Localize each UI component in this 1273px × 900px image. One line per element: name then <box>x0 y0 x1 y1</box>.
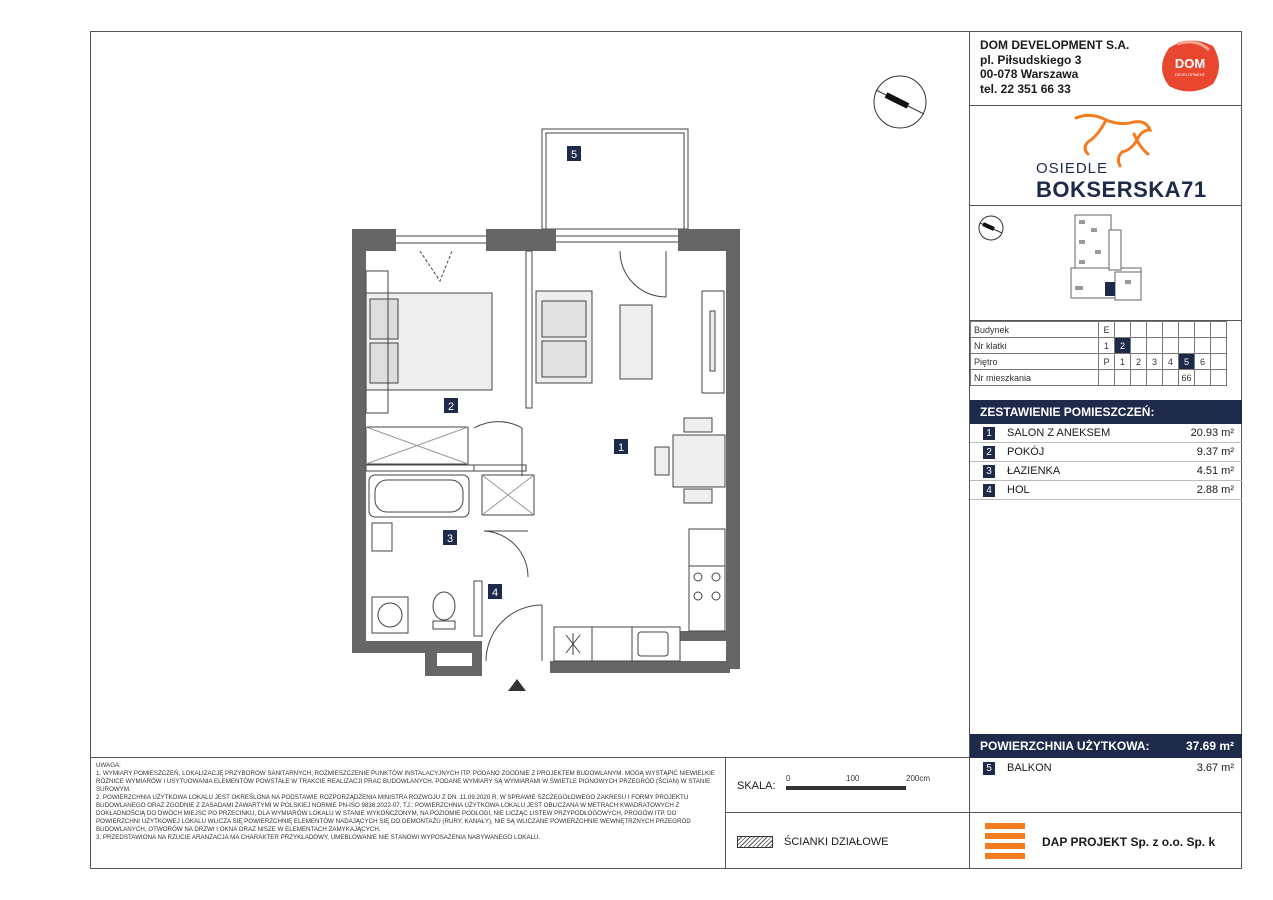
room-row <box>970 462 1242 481</box>
partition-hatch-swatch <box>737 836 773 848</box>
plan-label-3: 3 <box>446 533 454 545</box>
room-number: 3 <box>983 465 995 478</box>
grid-staircase-2: 2 <box>1115 338 1131 354</box>
legend-partition-walls: ŚCIANKI DZIAŁOWE <box>784 836 889 848</box>
compass-icon <box>874 76 926 128</box>
bottom-strip-divider <box>90 757 970 758</box>
estate-name-number: 71 <box>1181 177 1207 202</box>
total-area-bar <box>970 734 1242 758</box>
estate-name-line1: OSIEDLE <box>1036 160 1109 177</box>
apartment-highlight <box>1105 282 1115 296</box>
room-name: HOL <box>1007 484 1030 496</box>
company-address-2: 00-078 Warszawa <box>980 67 1079 81</box>
scale-tick-0: 0 <box>786 774 791 783</box>
estate-name-line2 <box>1036 177 1207 203</box>
scale-tick-200: 200cm <box>906 774 931 783</box>
toilet <box>433 592 455 620</box>
company-info <box>980 38 1129 96</box>
room-row <box>970 443 1242 462</box>
floor-plan <box>90 31 960 751</box>
scale-label: SKALA: <box>737 780 776 792</box>
bathtub <box>369 475 469 517</box>
scale-tick-100: 100 <box>846 774 860 783</box>
plan-label-1: 1 <box>617 442 625 454</box>
washbasin <box>372 523 392 551</box>
company-address-1: pl. Piłsudskiego 3 <box>980 52 1082 67</box>
sofa <box>536 291 592 383</box>
note-1: 1. WYMIARY POMIESZCZEŃ, LOKALIZACJĘ PRZYBOROW SANITARNYCH, ROZMIESZCZENIE PUNKTÓW INSTALACYJNYCH ITP. PODANO ZGODNIE Z PROJEKTEM BUDOWLANYM. MOGĄ WYSTĄPIĆ NIEWIELKIE RÓŻNICE WYMIARÓW I USYTUOWANIA ELEMENTÓW POWSTAŁE W TRAKCIE REALIZACJI PRAC BUDOWLANYCH. PODANE WYMIARY SĄ WYMIARAMI W ŚWIETLE PIONOWYCH PRZEGRÓD (ŚCIAN) W STANIE SUROWYM. <box>96 770 715 793</box>
grid-label-staircase: Nr klatki <box>971 338 1099 354</box>
grid-building-value: E <box>1099 322 1115 338</box>
grid-label-building: Budynek <box>971 322 1099 338</box>
room-name: POKÓJ <box>1007 446 1045 458</box>
svg-text:DEVELOPMENT: DEVELOPMENT <box>1174 72 1206 77</box>
balcony-row <box>970 759 1242 778</box>
room-number: 1 <box>983 427 995 440</box>
plan-label-5: 5 <box>570 149 578 161</box>
unit-location-table <box>970 321 1227 386</box>
kitchen-counter <box>554 529 725 661</box>
estate-name-text: BOKSERSKA <box>1036 177 1182 202</box>
company-divider <box>969 105 1242 106</box>
room-row <box>970 424 1242 443</box>
grid-floor-4: 4 <box>1163 354 1179 370</box>
room-area: 20.93 m² <box>1190 427 1234 439</box>
grid-floor-5: 5 <box>1179 354 1195 370</box>
room-name: BALKON <box>1007 762 1052 774</box>
total-area-label: POWIERZCHNIA UŻYTKOWA: <box>980 739 1150 753</box>
dap-logo-icon <box>985 823 1025 859</box>
bed <box>366 271 492 413</box>
keyplan-compass-icon <box>979 216 1003 240</box>
grid-floor-p: P <box>1099 354 1115 370</box>
grid-floor-1: 1 <box>1115 354 1131 370</box>
room-area: 9.37 m² <box>1196 446 1234 458</box>
room-row <box>970 481 1242 500</box>
note-3: 3. PRZEDSTAWIONA NA RZUCIE ARANŻACJA MA CHARAKTER PRZYKŁADOWY, UMEBLOWANIE NIE STANOWI WYPOSAŻENIA NABYWANEGO LOKALU. <box>96 834 541 841</box>
room-number: 2 <box>983 446 995 459</box>
coffee-table <box>620 305 652 379</box>
room-area: 3.67 m² <box>1196 762 1234 774</box>
dining-table <box>655 418 725 503</box>
notes-title: UWAGA: <box>96 762 121 769</box>
note-2: 2. POWIERZCHNIA UŻYTKOWA LOKALU JEST OKREŚLONA NA PODSTAWIE ROZPORZĄDZENIA MINISTRA ROZWOJU Z DN. 11.09.2020 R. W SPRAWIE SZCZEGÓŁOWEGO ZAKRESU I FORMY PROJEKTU BUDOWLANEGO ORAZ ZGODNIE Z ZASADAMI ZAWARTYMI W POLSKIEJ NORMIE PN-ISO 9836:2022-07, TJ.: POWIERZCHNIA UŻYTKOWA LOKALU JEST OBLICZANA W METRACH KWADRATOWYCH Z DOKŁADNOŚCIĄ DO DWÓCH MIEJSC PO PRZECINKU, DLA WYMIARÓW LOKALU W STANIE WYKOŃCZONYM, NA POZIOMIE PODŁOGI, NIE LICZĄC LISTEW PRZYPODŁOGOWYCH, PROGÓW ITP. DO POWIERZCHNI UŻYTKOWEJ LOKALU WLICZA SIĘ POWIERZCHNIĘ ELEMENTÓW NADAJĄCYCH SIĘ DO DEMONTAŻU (RURY, KANAŁY), NIE SĄ WLICZANE POWIERZCHNIE WEWNĘTRZNYCH PRZEGRÓD BUDOWLANYCH, OTWORÓW NA DRZWI I OKNA ORAZ NISZE W ELEMENTACH ZAMYKAJĄCYCH. <box>96 794 691 833</box>
room-number: 4 <box>983 484 995 497</box>
company-phone: tel. 22 351 66 33 <box>980 81 1071 96</box>
plan-label-4: 4 <box>491 587 499 599</box>
washing-machine <box>372 597 408 633</box>
grid-label-floor: Piętro <box>971 354 1099 370</box>
grid-floor-6: 6 <box>1195 354 1211 370</box>
balcony-divider <box>969 812 1242 813</box>
grid-floor-2: 2 <box>1131 354 1147 370</box>
scale-divider <box>725 812 970 813</box>
grid-apartment-value: 66 <box>1179 370 1195 386</box>
room-area: 2.88 m² <box>1196 484 1234 496</box>
room-number: 5 <box>983 762 995 775</box>
plan-label-2: 2 <box>447 401 455 413</box>
key-plan <box>975 210 1240 315</box>
entrance-arrow-icon <box>508 679 526 691</box>
svg-text:DOM: DOM <box>1174 56 1206 71</box>
notes-block <box>96 762 716 842</box>
grid-floor-3: 3 <box>1147 354 1163 370</box>
grid-label-apartment: Nr mieszkania <box>971 370 1099 386</box>
room-name: ŁAZIENKA <box>1007 465 1061 477</box>
notes-divider <box>725 757 726 869</box>
balcony-outline <box>542 129 688 229</box>
room-name: SALON Z ANEKSEM <box>1007 427 1111 439</box>
room-area: 4.51 m² <box>1196 465 1234 477</box>
designer-name: DAP PROJEKT Sp. z o.o. Sp. k <box>1042 835 1216 849</box>
grid-staircase-1: 1 <box>1099 338 1115 354</box>
dom-development-logo-icon <box>1157 38 1223 94</box>
rooms-header: ZESTAWIENIE POMIESZCZEŃ: <box>970 400 1242 424</box>
scale-bar <box>786 786 906 790</box>
total-area-value: 37.69 m² <box>1185 739 1234 753</box>
company-name: DOM DEVELOPMENT S.A. <box>980 38 1130 52</box>
